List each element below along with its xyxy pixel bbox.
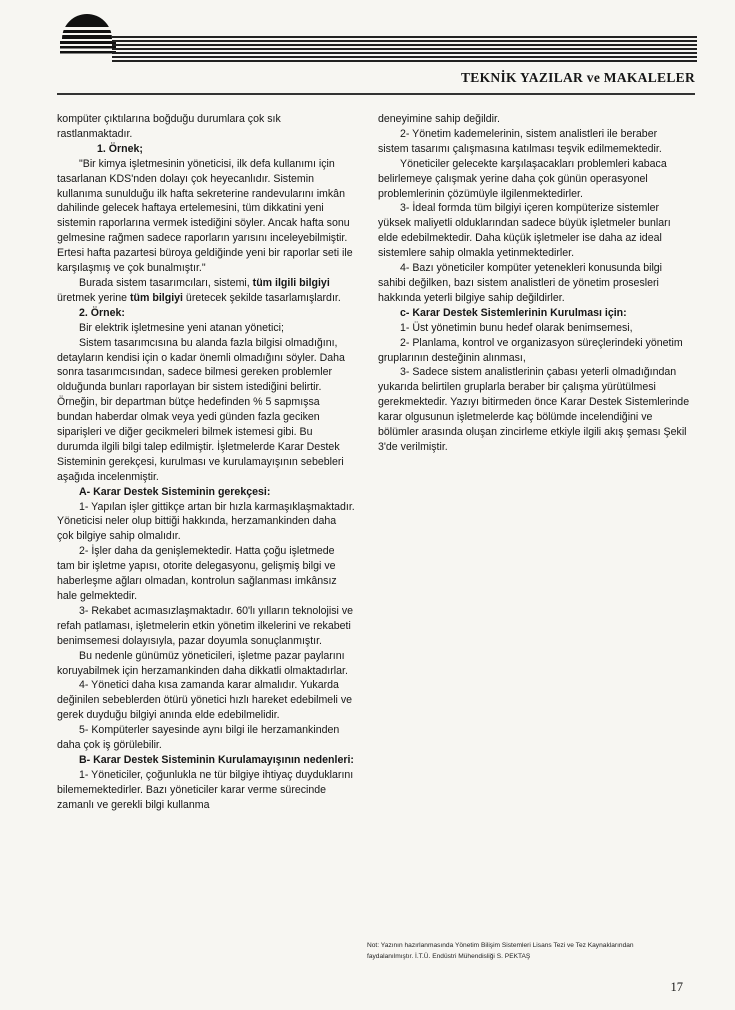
paragraph: Yöneticiler gelecekte karşılaşacakları problemleri kabaca belirlemeye çalışmak yerine daha çok günün operasyonel problemlerinin çözümüyle ilgilenmektedirler.: [378, 157, 667, 200]
paragraph: deneyimine sahip değildir.: [378, 113, 500, 125]
paragraph: Bu nedenle günümüz yöneticileri, işletme pazar paylarını koruyabilmek için herzamankinden daha dikkatli olmaktadırlar.: [57, 649, 348, 677]
section-heading: A- Karar Destek Sisteminin gerekçesi:: [79, 485, 271, 498]
section-heading: 2. Örnek:: [79, 306, 125, 319]
paragraph: 4- Yönetici daha kısa zamanda karar almalıdır. Yukarda değinilen sebeblerden ötürü yönetici hızlı hareket edebilmeli ve gerek duyduğu bilgiyi anında elde edebilmelidir.: [57, 679, 353, 722]
paragraph: 3- Rekabet acımasızlaşmaktadır. 60'lı yılların teknolojisi ve refah patlaması, işletmelerin etkin yönetim ilkelerini ve rekabeti benimsemesi dolayısıyla, pazar doyumla sonuçlanmıştır.: [57, 604, 354, 647]
paragraph: Bir elektrik işletmesine yeni atanan yönetici;: [79, 321, 284, 334]
paragraph: "Bir kimya işletmesinin yöneticisi, ilk defa kullanımı için tasarlanan KDS'nden dolayı çok heyecanlıdır. Sistemin kullanıma sunulduğu ilk hafta sekreterine randevularını imkân dahilinde gelecek haftaya ertelemesini, tüm dikkatini yeni sistemin raporlarına vermek istediğini söyler. Ancak hafta sonu gelmesine rağmen sadece raporların yarısını inceleyebilmiştir. Ertesi hafta pazartesi büroya geldiğinde yeni bir raporlar seti ile karşılaşmış ve çok bunalmıştır.": [57, 157, 353, 275]
paragraph: 2- İşler daha da genişlemektedir. Hatta çoğu işletmede tam bir işletme yapısı, otorite delegasyonu, gelişmiş bilgi ve haberleşme ağları olmadan, kontrolun sağlanması imkânsız hale gelmektedir.: [57, 545, 337, 602]
paragraph: 5- Kompüterler sayesinde aynı bilgi ile herzamankinden daha çok iş görülebilir.: [57, 724, 340, 752]
emphasis-text: tüm bilgiyi: [130, 291, 183, 304]
paragraph: 2- Yönetim kademelerinin, sistem analistleri ile beraber sistem tasarımı çalışmasına katılması teşvik edilmemektedir.: [378, 127, 662, 155]
paragraph: 3- Sadece sistem analistlerinin çabası yeterli olmadığından yukarıda belirtilen gruplarla beraber bir çalışma yürütülmesi gerekmektedir. Yazıyı bitirmeden önce Karar Destek Sistemlerinde karar olgusunun işletmelerde kaç bölümde incelendiğini ve bölümler arasında oluşan zincirleme etkiyle ilgili akış şeması Şekil 3'de verilmiştir.: [378, 366, 690, 453]
paragraph: 4- Bazı yöneticiler kompüter yetenekleri konusunda bilgi sahibi değilken, bazı sistem analistleri de yönetim prosesleri hakkında yeterli bilgiye sahip değildirler.: [378, 262, 663, 304]
paragraph: Sistem tasarımcısına bu alanda fazla bilgisi olmadığını, detayların kendisi için o kadar önemli olmadığını söyler. Daha sonra tasarımcısından, sadece bilmesi gereken problemler olduğunda bunları raporlayan bir sistem istediğini belirtir. Örneğin, bir departman bütçe hedefinden % 5 sapmışsa bundan haberdar olmak veya yedi günden fazla geciken siparişleri ve diğer gecikmeleri bilmek istemesi gibi. Bu durumda ilgili bilgi talep edilmiştir. İşletmelerde Karar Destek Sisteminin gerekçesi, kurulması ve kurulamayışının sebebleri aşağıda incelenmiştir.: [57, 336, 345, 483]
left-column: [57, 112, 355, 813]
emphasis-text: tüm ilgili bilgiyi: [252, 276, 330, 289]
paragraph: 1- Yapılan işler gittikçe artan bir hızla karmaşıklaşmaktadır. Yöneticisi neler olup bittiği hakkında, herzamankinden daha çok bilgiye sahip olmalıdır.: [57, 500, 355, 543]
paragraph: 1- Yöneticiler, çoğunlukla ne tür bilgiye ihtiyaç duyduklarını bilememektedirler. Bazı yöneticiler karar verme sürecinde zamanlı ve gerekli bilgi kullanma: [57, 768, 354, 811]
paragraph: 2- Planlama, kontrol ve organizasyon süreçlerindeki yönetim gruplarının desteğinin alınması,: [378, 336, 683, 364]
footnote: Not: Yazının hazırlanmasında Yönetim Bilişim Sistemleri Lisans Tezi ve Tez Kaynaklarından faydalanılmıştır. İ.T.Ü. Endüstri Mühendisliği S. PEKTAŞ: [367, 942, 634, 960]
page-number: 17: [670, 980, 683, 994]
text-run: üretecek şekilde tasarlamışlardır.: [182, 291, 341, 304]
right-column: [378, 112, 690, 455]
section-heading: 1. Örnek;: [97, 142, 143, 155]
paragraph: 1- Üst yönetimin bunu hedef olarak benimsemesi,: [400, 321, 633, 334]
paragraph: kompüter çıktılarına boğduğu durumlara çok sık rastlanmaktadır.: [57, 113, 281, 140]
paragraph: [57, 276, 355, 306]
text-run: üretmek yerine: [57, 291, 131, 304]
section-title: TEKNİK YAZILAR ve MAKALELER: [460, 70, 695, 85]
publication-logo-icon: [58, 5, 116, 55]
text-run: Burada sistem tasarımcıları, sistemi,: [79, 276, 253, 289]
section-heading: B- Karar Destek Sisteminin Kurulamayışının nedenleri:: [79, 753, 354, 766]
section-heading: c- Karar Destek Sistemlerinin Kurulması için:: [400, 306, 627, 319]
paragraph: 3- İdeal formda tüm bilgiyi içeren kompüterize sistemler yüksek maliyetli olduklarından sadece büyük işletmeler bunları elde edebilmektedir. Daha küçük işletmeler ise daha az ideal sistemlere sahip olmakla yetinmektedirler.: [378, 202, 671, 260]
header-divider: [57, 93, 695, 95]
